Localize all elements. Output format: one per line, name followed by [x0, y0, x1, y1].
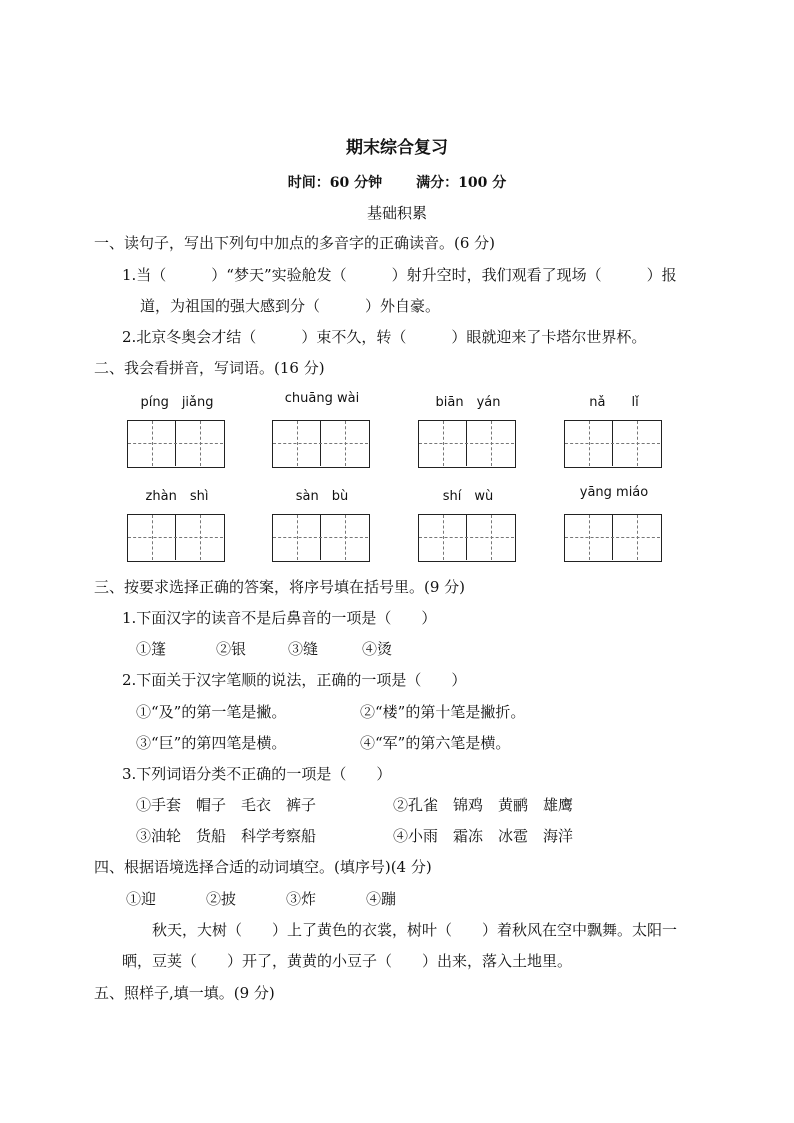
tianzige-box[interactable] — [127, 420, 225, 468]
q3-sub2-option: ②“楼”的第十笔是撇折。 — [360, 703, 526, 721]
tianzige-box[interactable] — [564, 420, 662, 468]
page-title: 期末综合复习 — [346, 138, 448, 158]
pinyin-label: zhàn shì — [145, 489, 209, 504]
q4-heading: 四、根据语境选择合适的动词填空。(填序号)(4 分) — [94, 858, 432, 876]
q3-sub1-option: ③缝 — [288, 640, 319, 658]
q1-line1: 1.当（ ）“梦天”实验舱发（ ）射升空时，我们观看了现场（ ）报 — [122, 266, 677, 284]
q2-heading: 二、我会看拼音，写词语。(16 分) — [94, 359, 325, 377]
q4-paragraph-line2: 晒，豆荚（ ）开了，黄黄的小豆子（ ）出来，落入土地里。 — [122, 952, 573, 970]
q3-sub2-option: ③“巨”的第四笔是横。 — [136, 734, 287, 752]
tianzige-box[interactable] — [127, 514, 225, 562]
pinyin-label: shí wù — [442, 489, 494, 504]
q1-line2: 道，为祖国的强大感到分（ ）外自豪。 — [140, 297, 441, 315]
tianzige-box[interactable] — [418, 514, 516, 562]
pinyin-label: píng jiǎng — [140, 395, 214, 410]
tianzige-box[interactable] — [272, 420, 370, 468]
q4-option: ②披 — [206, 890, 237, 908]
q3-sub3-option: ④小雨 霜冻 冰雹 海洋 — [393, 827, 574, 845]
q3-sub1-option: ④烫 — [362, 640, 393, 658]
exam-score: 满分：100 分 — [416, 175, 507, 191]
q3-sub3: 3.下列词语分类不正确的一项是（ ） — [122, 765, 392, 783]
tianzige-box[interactable] — [564, 514, 662, 562]
q3-sub3-option: ①手套 帽子 毛衣 裤子 — [136, 796, 317, 814]
q3-sub1-option: ②银 — [216, 640, 247, 658]
q3-sub1-option: ①篷 — [136, 640, 167, 658]
pinyin-label: chuāng wài — [284, 391, 360, 406]
q4-option: ③炸 — [286, 890, 317, 908]
q1-line3: 2.北京冬奥会才结（ ）束不久，转（ ）眼就迎来了卡塔尔世界杯。 — [122, 328, 647, 346]
exam-info — [0, 172, 794, 192]
pinyin-label: yāng miáo — [579, 485, 649, 500]
q4-paragraph-line1: 秋天，大树（ ）上了黄色的衣裳，树叶（ ）着秋风在空中飘舞。太阳一 — [152, 921, 678, 939]
q4-option: ①迎 — [126, 890, 157, 908]
pinyin-label: sàn bù — [295, 489, 349, 504]
q3-sub2: 2.下面关于汉字笔顺的说法，正确的一项是（ ） — [122, 671, 467, 689]
q3-sub1: 1.下面汉字的读音不是后鼻音的一项是（ ） — [122, 609, 437, 627]
q3-sub3-option: ③油轮 货船 科学考察船 — [136, 827, 317, 845]
tianzige-box[interactable] — [418, 420, 516, 468]
exam-time: 时间：60 分钟 — [287, 175, 383, 191]
q3-sub2-option: ④“军”的第六笔是横。 — [360, 734, 511, 752]
q3-sub2-option: ①“及”的第一笔是撇。 — [136, 703, 287, 721]
tianzige-box[interactable] — [272, 514, 370, 562]
pinyin-label: nǎ lǐ — [589, 395, 639, 410]
section-heading: 基础积累 — [366, 204, 427, 222]
q4-option: ④蹦 — [366, 890, 397, 908]
q5-heading: 五、照样子,填一填。(9 分) — [94, 984, 275, 1002]
q3-heading: 三、按要求选择正确的答案，将序号填在括号里。(9 分) — [94, 578, 466, 596]
q1-heading: 一、读句子，写出下列句中加点的多音字的正确读音。(6 分) — [94, 234, 496, 252]
q3-sub3-option: ②孔雀 锦鸡 黄鹂 雄鹰 — [393, 796, 574, 814]
pinyin-label: biān yán — [435, 395, 501, 410]
